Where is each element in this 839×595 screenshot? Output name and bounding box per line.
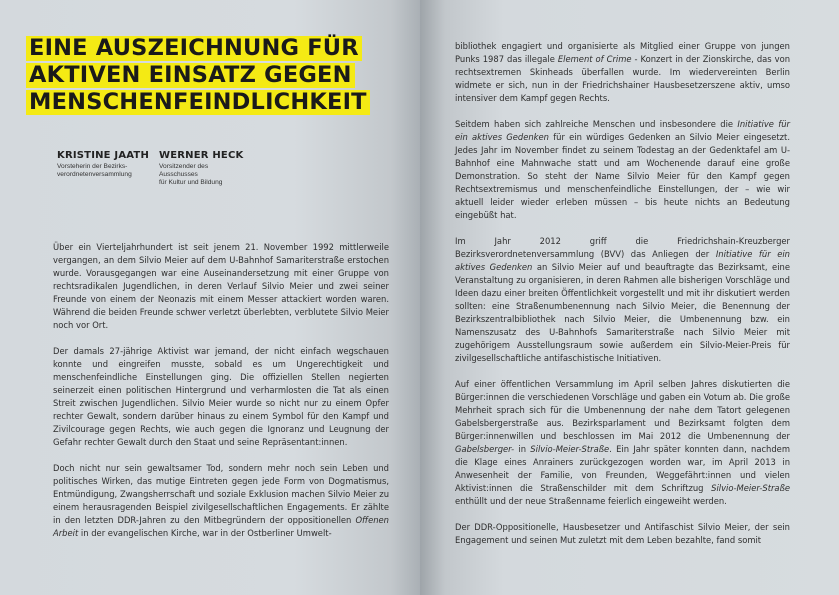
paragraph: Im Jahr 2012 griff die Friedrichshain-Kreuzberger Bezirksverordnetenversammlung (BVV) das Anliegen der Initiative für ein aktives Gedenken an Silvio Meier auf und beauftragte das Bezirksamt, eine Veranstaltung zu organisieren, in deren Rahmen alle bisherigen Vorschläge und Ideen dazu einer breiten Öffentlichkeit vorgestellt und mit ihr diskutiert werden sollten: eine Straßenumbenennung nach Silvio Meier, die Benennung der Bezirkszentralbibliothek nach Silvio Meier, die Umbenennung bzw. ein Namenszusatz des U-Bahnhofs Samariterstraße nach Silvio Meier mit zugehörigem Ausstellungsraum sowie außerdem ein Silvio-Meier-Preis für zivilgesellschaftliche antifaschistische Initiativen. — [455, 236, 790, 363]
right-column-text — [455, 40, 790, 560]
emphasis: Silvio-Meier-Straße — [530, 444, 610, 454]
emphasis: Element of Crime — [557, 54, 632, 64]
author-name: KRISTINE JAATH — [57, 150, 150, 161]
emphasis: Silvio-Meier-Straße — [711, 483, 790, 493]
paragraph: Seitdem haben sich zahlreiche Menschen und insbesondere die Initiative für ein aktives Gedenken für ein würdiges Gedenken an Silvio Meier eingesetzt. Jedes Jahr im November findet zu seinem Todestag an der Gedenktafel am U-Bahnhof eine Mahnwache statt und am Wochenende darauf eine große Demonstration. So steht der Name Silvio Meier für den Kampf gegen Rechtsextremismus und menschenfeindliche Einstellungen, der – wie wir aktuell leider wieder erleben müssen – bis heute nichts an Bedeutung eingebüßt hat. — [455, 119, 790, 220]
author-role: Vorsteherin der Bezirks- verordnetenversammlung — [57, 163, 132, 178]
headline — [26, 36, 366, 117]
author-werner-heck — [159, 150, 243, 187]
author-kristine-jaath — [57, 150, 149, 179]
headline-line-3: MENSCHENFEINDLICHKEIT — [26, 90, 370, 115]
emphasis: Gabelsberger- — [455, 444, 515, 454]
headline-line-2: AKTIVEN EINSATZ GEGEN — [26, 63, 355, 88]
author-name: WERNER HECK — [159, 150, 244, 161]
emphasis: Initiative für ein aktives Gedenken — [455, 249, 790, 272]
headline-line-1: EINE AUSZEICHNUNG FÜR — [26, 36, 362, 61]
left-column-text — [53, 241, 389, 553]
emphasis: Offenen Arbeit — [53, 515, 389, 538]
paragraph: Auf einer öffentlichen Versammlung im April selben Jahres diskutierten die Bürger:innen die verschiedenen Vorschläge und gaben ein Votum ab. Die große Mehrheit sprach sich für die Umbenennung der nahe dem Tatort gelegenen Gabelsbergerstraße aus. Bezirksparlament und Bezirksamt folgten dem Bürger:innenwillen und beschlossen im Mai 2012 die Umbenennung der Gabelsberger- in Silvio-Meier-Straße. Ein Jahr später konnten dann, nachdem die Klage eines Anrainers zurückgezogen worden war, im April 2013 in Anwesenheit der Familie, von Freunden, Weggefährt:innen und vielen Aktivist:innen die Straßenschilder mit dem Schriftzug Silvio-Meier-Straße enthüllt und der neue Straßenname feierlich eingeweiht werden. — [455, 379, 790, 506]
paragraph: bibliothek engagiert und organisierte als Mitglied einer Gruppe von jungen Punks 1987 das illegale Element of Crime - Konzert in der Zionskirche, das von rechtsextremen Skinheads überfallen wurde. Im wiedervereinten Berlin widmete er sich, nun in der Friedrichshainer Hausbesetzerszene aktiv, umso intensiver dem Kampf gegen Rechts. — [455, 41, 791, 103]
paragraph: Doch nicht nur sein gewaltsamer Tod, sondern mehr noch sein Leben und politisches Wirken, das mutige Eintreten gegen jede Form von Dogmatismus, Entmündigung, Zwangsherrschaft und soziale Exklusion machen Silvio Meier zu einem herausragenden Beispiel zivilgesellschaftlichen Engagements. Er zählte in den letzten DDR-Jahren zu den Mitbegründern der oppositionellen Offenen Arbeit in der evangelischen Kirche, war in der Ostberliner Umwelt- — [53, 463, 389, 538]
paragraph: Über ein Vierteljahrhundert ist seit jenem 21. November 1992 mittlerweile vergangen, an dem Silvio Meier auf dem U-Bahnhof Samariterstraße erstochen wurde. Vorausgegangen war eine Auseinandersetzung mit einer Gruppe von rechtsradikalen Jugendlichen, in deren Verlauf Silvio Meier und zwei seiner Freunde von einem der Neonazis mit einem Messer attackiert worden waren. Während die beiden Freunde schwer verletzt überlebten, verblutete Silvio Meier noch vor Ort. — [53, 242, 389, 330]
emphasis: Initiative für ein aktives Gedenken — [455, 119, 790, 142]
author-role: Vorsitzender des Ausschusses für Kultur und Bildung — [159, 163, 223, 186]
paragraph: Der damals 27-jährige Aktivist war jemand, der nicht einfach wegschauen konnte und eingreifen musste, sobald es um Ungerechtigkeit und menschenfeindliche Einstellungen ging. Die offiziellen Stellen negierten seinerzeit einen politischen Hintergrund und verharmlosten die Tat als einen Streit zwischen Jugendlichen. Silvio Meier wurde so nicht nur zu einem Opfer rechter Gewalt, sondern darüber hinaus zu einem Symbol für den Kampf und Zivilcourage gegen Rechts, wie auch gegen die Ignoranz und Leugnung der Gefahr rechter Gewalt durch den Staat und seine Repräsentant:innen. — [53, 346, 389, 447]
paragraph: Der DDR-Oppositionelle, Hausbesetzer und Antifaschist Silvio Meier, der sein Engagement und seinen Mut zuletzt mit dem Leben bezahlte, fand somit — [455, 522, 790, 545]
right-page — [420, 0, 839, 595]
